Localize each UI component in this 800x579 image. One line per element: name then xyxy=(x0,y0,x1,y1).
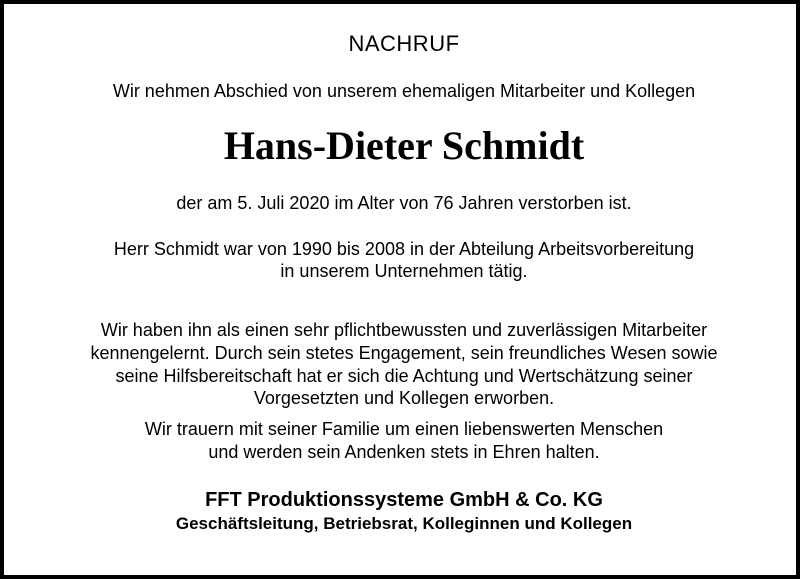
mourning-line-1: Wir trauern mit seiner Familie um einen liebenswerten Menschen xyxy=(144,419,664,439)
signatories: Geschäftsleitung, Betriebsrat, Kolleginnen und Kollegen xyxy=(175,514,633,533)
tribute-line-1: Wir haben ihn als einen sehr pflichtbewussten und zuverlässigen Mitarbeiter xyxy=(100,320,708,340)
deceased-name: Hans-Dieter Schmidt xyxy=(223,123,585,168)
career-line-1: Herr Schmidt war von 1990 bis 2008 in der Abteilung Arbeitsvorbereitung xyxy=(113,239,695,259)
tribute-line-3: seine Hilfsbereitschaft hat er sich die Achtung und Wertschätzung seiner xyxy=(115,366,693,386)
mourning-line-2: und werden sein Andenken stets in Ehren halten. xyxy=(208,442,600,462)
tribute-line-2: kennengelernt. Durch sein stetes Engagement, sein freundliches Wesen sowie xyxy=(90,343,718,363)
tribute-line-4: Vorgesetzten und Kollegen erworben. xyxy=(253,388,555,408)
death-line: der am 5. Juli 2020 im Alter von 76 Jahren verstorben ist. xyxy=(176,193,632,213)
company-name: FFT Produktionssysteme GmbH & Co. KG xyxy=(205,489,603,511)
notice-heading: NACHRUF xyxy=(348,31,460,56)
career-line-2: in unserem Unternehmen tätig. xyxy=(280,261,528,281)
intro-line: Wir nehmen Abschied von unserem ehemaligen Mitarbeiter und Kollegen xyxy=(112,81,696,101)
